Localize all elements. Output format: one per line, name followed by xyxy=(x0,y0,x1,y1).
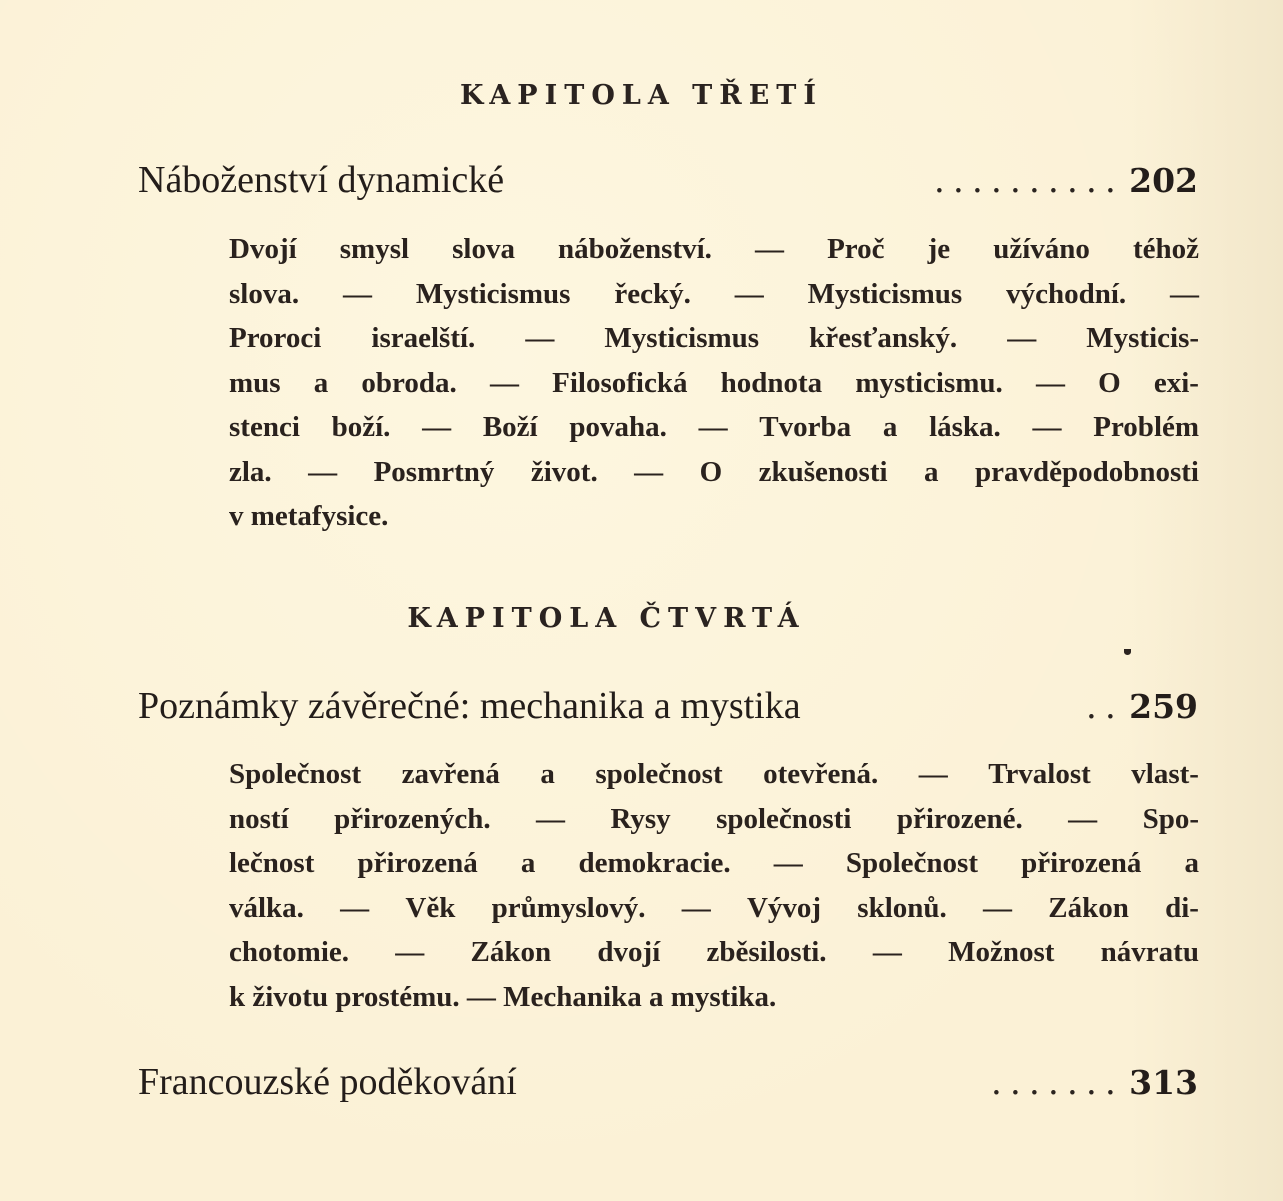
toc-entry-acknowledgements xyxy=(138,1060,1198,1104)
summary-line: lečnost přirozená a demokracie. — Společnost přirozená a xyxy=(229,847,1199,879)
toc-entry-title: Náboženství dynamické xyxy=(138,159,505,201)
toc-entry-title: Francouzské poděkování xyxy=(138,1061,517,1103)
toc-entry-chapter-3 xyxy=(138,158,1198,202)
summary-line: ností přirozených. — Rysy společnosti přirozené. — Spo- xyxy=(229,802,1200,835)
toc-page-number: 313 xyxy=(1129,1063,1198,1102)
summary-line: Společnost zavřená a společnost otevřená. — Trvalost vlast- xyxy=(229,758,1199,790)
chapter-4-summary xyxy=(229,752,1199,1019)
summary-line: zla. — Posmrtný život. — O zkušenosti a pravděpodobnosti xyxy=(229,455,1199,488)
summary-line: k životu prostému. — Mechanika a mystika. xyxy=(229,980,777,1013)
toc-entry-chapter-4 xyxy=(138,684,1198,728)
ink-speck xyxy=(1124,649,1131,655)
summary-line: v metafysice. xyxy=(229,500,389,532)
summary-line: stenci boží. — Boží povaha. — Tvorba a láska. — Problém xyxy=(229,411,1200,443)
toc-page-number: 259 xyxy=(1129,687,1198,726)
summary-line: Dvojí smysl slova náboženství. — Proč je užíváno téhož xyxy=(229,233,1200,265)
toc-entry-title: Poznámky závěrečné: mechanika a mystika xyxy=(138,685,801,727)
chapter-heading-4: KAPITOLA ČTVRTÁ xyxy=(407,603,806,634)
summary-line: mus a obroda. — Filosofická hodnota mysticismu. — O exi- xyxy=(229,366,1199,399)
chapter-heading-3: KAPITOLA TŘETÍ xyxy=(459,80,824,111)
summary-line: válka. — Věk průmyslový. — Vývoj sklonů. — Zákon di- xyxy=(229,891,1199,924)
summary-line: chotomie. — Zákon dvojí zběsilosti. — Možnost návratu xyxy=(229,936,1199,968)
summary-line: Proroci israelští. — Mysticismus křesťanský. — Mysticis- xyxy=(229,322,1200,354)
dot-leader: . . . . . . . xyxy=(991,1061,1116,1103)
toc-page-number: 202 xyxy=(1129,161,1198,200)
dot-leader: . . . . . . . . . . xyxy=(934,159,1116,201)
chapter-3-summary xyxy=(229,227,1199,539)
summary-line: slova. — Mysticismus řecký. — Mysticismus východní. — xyxy=(229,277,1200,310)
dot-leader: . . xyxy=(1086,685,1116,727)
